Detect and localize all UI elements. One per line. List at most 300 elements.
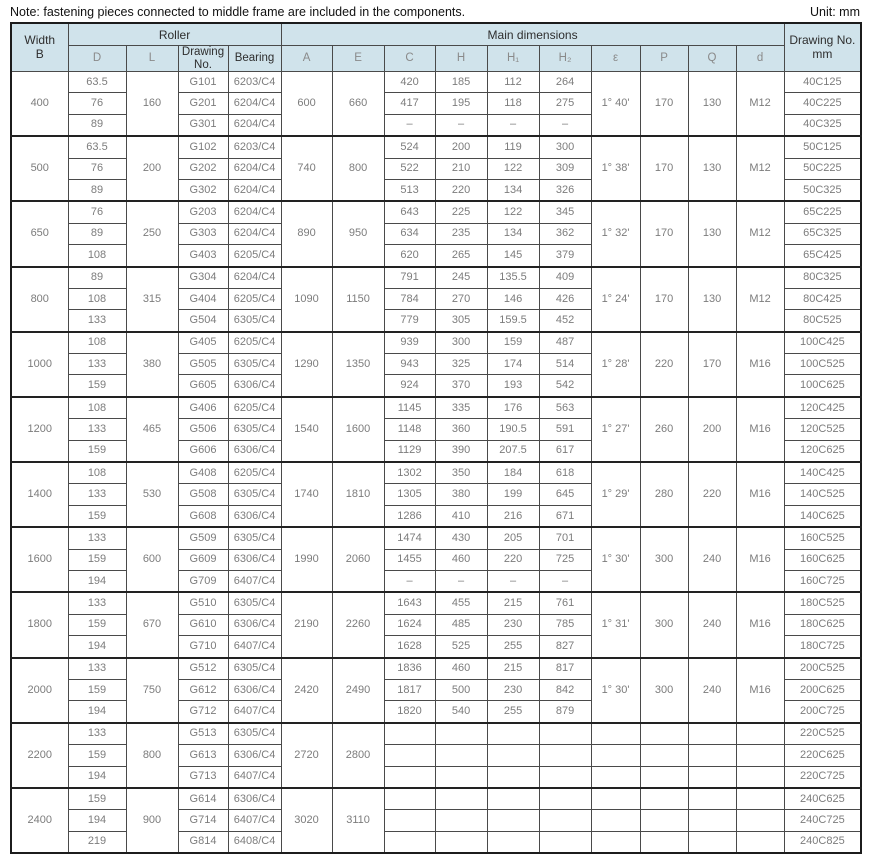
cell-h1: 176	[487, 397, 539, 419]
cell-c: 943	[384, 354, 435, 375]
cell-d-thread	[736, 745, 784, 766]
cell-e: 1810	[332, 462, 384, 527]
cell-roller-l: 800	[126, 723, 178, 788]
cell-h: 350	[435, 462, 487, 484]
cell-roller-d: 133	[68, 658, 126, 680]
note-text: Note: fastening pieces connected to middle frame are included in the components.	[10, 5, 466, 19]
cell-h: 540	[435, 701, 487, 723]
cell-h1: 199	[487, 484, 539, 505]
cell-width-b: 1200	[11, 397, 68, 462]
cell-h2: 409	[539, 267, 591, 289]
cell-q	[688, 810, 736, 831]
cell-h1: 146	[487, 288, 539, 309]
cell-roller-drawing-no: G614	[178, 788, 228, 810]
cell-h2: 785	[539, 614, 591, 635]
table-header	[11, 23, 861, 72]
cell-h1: 119	[487, 136, 539, 158]
cell-c	[384, 788, 435, 810]
cell-p	[640, 745, 688, 766]
cell-roller-d: 133	[68, 723, 126, 745]
cell-h: 300	[435, 332, 487, 354]
cell-h1: 122	[487, 158, 539, 179]
cell-e: 1150	[332, 267, 384, 332]
cell-h1: 216	[487, 505, 539, 527]
cell-epsilon: 1° 38'	[591, 136, 640, 201]
cell-drawing-no-mm: 100C525	[784, 354, 861, 375]
cell-roller-d: 76	[68, 201, 126, 223]
cell-a: 890	[281, 201, 332, 266]
cell-bearing: 6306/C4	[228, 679, 281, 700]
header-bearing: Bearing	[228, 46, 281, 72]
header-q: Q	[688, 46, 736, 72]
cell-drawing-no-mm: 40C325	[784, 114, 861, 136]
cell-drawing-no-mm: 100C625	[784, 375, 861, 397]
cell-c: 522	[384, 158, 435, 179]
header-d-thread: d	[736, 46, 784, 72]
cell-bearing: 6305/C4	[228, 658, 281, 680]
cell-bearing: 6204/C4	[228, 114, 281, 136]
cell-h: 500	[435, 679, 487, 700]
cell-c: 1836	[384, 658, 435, 680]
cell-drawing-no-mm: 200C525	[784, 658, 861, 680]
cell-drawing-no-mm: 240C725	[784, 810, 861, 831]
cell-a: 1990	[281, 527, 332, 592]
cell-c: 779	[384, 310, 435, 332]
cell-epsilon	[591, 745, 640, 766]
cell-h1: 159	[487, 332, 539, 354]
cell-c: 1286	[384, 505, 435, 527]
cell-h	[435, 745, 487, 766]
cell-p	[640, 788, 688, 810]
cell-a: 1290	[281, 332, 332, 397]
cell-drawing-no-mm: 140C625	[784, 505, 861, 527]
cell-drawing-no-mm: 180C725	[784, 636, 861, 658]
table-row	[11, 723, 861, 745]
cell-bearing: 6306/C4	[228, 440, 281, 462]
cell-h1	[487, 831, 539, 853]
header-drawing-no-mm	[784, 23, 861, 72]
cell-h	[435, 723, 487, 745]
cell-bearing: 6204/C4	[228, 158, 281, 179]
cell-roller-drawing-no: G709	[178, 570, 228, 592]
cell-drawing-no-mm: 240C625	[784, 788, 861, 810]
cell-roller-l: 315	[126, 267, 178, 332]
cell-epsilon: 1° 32'	[591, 201, 640, 266]
cell-c	[384, 723, 435, 745]
cell-drawing-no-mm: 160C525	[784, 527, 861, 549]
cell-width-b: 1000	[11, 332, 68, 397]
cell-roller-d: 159	[68, 549, 126, 570]
cell-drawing-no-mm: 120C525	[784, 419, 861, 440]
cell-h: 390	[435, 440, 487, 462]
cell-h2	[539, 831, 591, 853]
cell-p: 260	[640, 397, 688, 462]
cell-h1: 174	[487, 354, 539, 375]
cell-h2: 264	[539, 72, 591, 93]
cell-h: 430	[435, 527, 487, 549]
cell-p: 170	[640, 201, 688, 266]
cell-d-thread: M12	[736, 201, 784, 266]
cell-roller-d: 108	[68, 462, 126, 484]
unit-label: Unit: mm	[810, 5, 860, 19]
cell-roller-d: 89	[68, 179, 126, 201]
cell-d-thread: M16	[736, 332, 784, 397]
cell-p	[640, 810, 688, 831]
cell-e: 660	[332, 72, 384, 137]
cell-h2: 671	[539, 505, 591, 527]
cell-h1: 190.5	[487, 419, 539, 440]
cell-q	[688, 788, 736, 810]
cell-h1	[487, 766, 539, 788]
cell-drawing-no-mm: 200C725	[784, 701, 861, 723]
cell-width-b: 800	[11, 267, 68, 332]
header-d: D	[68, 46, 126, 72]
cell-h2: 487	[539, 332, 591, 354]
cell-bearing: 6306/C4	[228, 375, 281, 397]
cell-e: 2490	[332, 658, 384, 723]
cell-e: 1350	[332, 332, 384, 397]
cell-bearing: 6305/C4	[228, 310, 281, 332]
cell-roller-d: 89	[68, 114, 126, 136]
table-body	[11, 72, 861, 854]
cell-a: 3020	[281, 788, 332, 853]
header-main-dimensions: Main dimensions	[281, 23, 784, 46]
cell-c	[384, 810, 435, 831]
cell-roller-l: 250	[126, 201, 178, 266]
cell-bearing: 6407/C4	[228, 636, 281, 658]
cell-h1: 193	[487, 375, 539, 397]
cell-d-thread	[736, 788, 784, 810]
cell-drawing-no-mm: 240C825	[784, 831, 861, 853]
cell-roller-d: 63.5	[68, 136, 126, 158]
cell-h: 270	[435, 288, 487, 309]
cell-roller-drawing-no: G513	[178, 723, 228, 745]
cell-c: 939	[384, 332, 435, 354]
cell-d-thread	[736, 831, 784, 853]
cell-h2: 618	[539, 462, 591, 484]
cell-h2: –	[539, 570, 591, 592]
cell-h2	[539, 723, 591, 745]
cell-width-b: 500	[11, 136, 68, 201]
cell-bearing: 6205/C4	[228, 288, 281, 309]
cell-d-thread	[736, 810, 784, 831]
cell-bearing: 6203/C4	[228, 72, 281, 93]
cell-c: 1302	[384, 462, 435, 484]
cell-drawing-no-mm: 220C525	[784, 723, 861, 745]
cell-drawing-no-mm: 50C325	[784, 179, 861, 201]
cell-c: 420	[384, 72, 435, 93]
table-row	[11, 201, 861, 223]
table-row	[11, 592, 861, 614]
cell-roller-l: 750	[126, 658, 178, 723]
cell-roller-l: 530	[126, 462, 178, 527]
cell-q: 240	[688, 592, 736, 657]
cell-h	[435, 788, 487, 810]
cell-epsilon	[591, 766, 640, 788]
cell-d-thread: M12	[736, 267, 784, 332]
cell-q: 130	[688, 72, 736, 137]
cell-epsilon	[591, 788, 640, 810]
cell-c: 1474	[384, 527, 435, 549]
cell-h1	[487, 723, 539, 745]
cell-bearing: 6205/C4	[228, 397, 281, 419]
cell-h: 325	[435, 354, 487, 375]
table-row	[11, 397, 861, 419]
table-row	[11, 267, 861, 289]
cell-h: 225	[435, 201, 487, 223]
cell-h: 460	[435, 549, 487, 570]
cell-roller-drawing-no: G609	[178, 549, 228, 570]
cell-h1: 112	[487, 72, 539, 93]
cell-c: 634	[384, 223, 435, 244]
cell-roller-drawing-no: G506	[178, 419, 228, 440]
cell-h1: –	[487, 570, 539, 592]
cell-c: 791	[384, 267, 435, 289]
cell-c: 1148	[384, 419, 435, 440]
table-row	[11, 72, 861, 93]
cell-p: 170	[640, 267, 688, 332]
cell-bearing: 6203/C4	[228, 136, 281, 158]
cell-h1: 122	[487, 201, 539, 223]
cell-drawing-no-mm: 140C525	[784, 484, 861, 505]
cell-roller-l: 465	[126, 397, 178, 462]
cell-width-b: 1600	[11, 527, 68, 592]
cell-h1: 220	[487, 549, 539, 570]
cell-h: 360	[435, 419, 487, 440]
cell-h2: 563	[539, 397, 591, 419]
cell-drawing-no-mm: 80C325	[784, 267, 861, 289]
cell-c: 1145	[384, 397, 435, 419]
cell-roller-d: 89	[68, 267, 126, 289]
cell-d-thread: M12	[736, 136, 784, 201]
cell-drawing-no-mm: 140C425	[784, 462, 861, 484]
cell-bearing: 6305/C4	[228, 527, 281, 549]
cell-c: –	[384, 570, 435, 592]
cell-width-b: 650	[11, 201, 68, 266]
cell-bearing: 6407/C4	[228, 810, 281, 831]
cell-h1: 118	[487, 93, 539, 114]
cell-h1: 134	[487, 179, 539, 201]
cell-roller-d: 89	[68, 223, 126, 244]
cell-roller-d: 108	[68, 245, 126, 267]
cell-drawing-no-mm: 180C625	[784, 614, 861, 635]
cell-p: 220	[640, 332, 688, 397]
table-row	[11, 332, 861, 354]
cell-h: 200	[435, 136, 487, 158]
cell-c: 417	[384, 93, 435, 114]
cell-h	[435, 810, 487, 831]
header-drawing-no-line2: mm	[812, 46, 833, 61]
cell-h1: –	[487, 114, 539, 136]
cell-roller-d: 108	[68, 332, 126, 354]
header-roller-drawing-no: Drawing No.	[178, 46, 228, 72]
cell-drawing-no-mm: 40C125	[784, 72, 861, 93]
cell-h2: 345	[539, 201, 591, 223]
cell-epsilon	[591, 831, 640, 853]
cell-c: 524	[384, 136, 435, 158]
cell-roller-drawing-no: G101	[178, 72, 228, 93]
cell-roller-d: 63.5	[68, 72, 126, 93]
cell-h2: 817	[539, 658, 591, 680]
cell-h2: 725	[539, 549, 591, 570]
cell-h: 460	[435, 658, 487, 680]
cell-epsilon: 1° 28'	[591, 332, 640, 397]
dimensions-table	[10, 22, 862, 854]
cell-bearing: 6306/C4	[228, 614, 281, 635]
cell-drawing-no-mm: 65C225	[784, 201, 861, 223]
cell-roller-drawing-no: G405	[178, 332, 228, 354]
cell-width-b: 400	[11, 72, 68, 137]
cell-h1: 145	[487, 245, 539, 267]
cell-roller-drawing-no: G612	[178, 679, 228, 700]
cell-h1: 255	[487, 636, 539, 658]
header-h: H	[435, 46, 487, 72]
cell-h2: 426	[539, 288, 591, 309]
cell-roller-d: 219	[68, 831, 126, 853]
cell-drawing-no-mm: 220C725	[784, 766, 861, 788]
cell-roller-drawing-no: G605	[178, 375, 228, 397]
cell-p: 300	[640, 658, 688, 723]
cell-q: 130	[688, 201, 736, 266]
cell-roller-d: 159	[68, 375, 126, 397]
cell-h2: 879	[539, 701, 591, 723]
cell-h2: 645	[539, 484, 591, 505]
cell-roller-drawing-no: G304	[178, 267, 228, 289]
cell-q: 170	[688, 332, 736, 397]
cell-d-thread: M16	[736, 658, 784, 723]
cell-roller-d: 159	[68, 788, 126, 810]
cell-a: 2190	[281, 592, 332, 657]
cell-epsilon: 1° 30'	[591, 527, 640, 592]
cell-h: 305	[435, 310, 487, 332]
cell-e: 2800	[332, 723, 384, 788]
cell-h1: 255	[487, 701, 539, 723]
cell-width-b: 1800	[11, 592, 68, 657]
cell-h: 210	[435, 158, 487, 179]
cell-d-thread	[736, 723, 784, 745]
cell-q: 240	[688, 527, 736, 592]
cell-h1: 230	[487, 614, 539, 635]
table-row	[11, 527, 861, 549]
cell-width-b: 1400	[11, 462, 68, 527]
cell-roller-d: 108	[68, 397, 126, 419]
cell-roller-d: 194	[68, 766, 126, 788]
cell-roller-l: 200	[126, 136, 178, 201]
cell-h: 410	[435, 505, 487, 527]
cell-roller-d: 133	[68, 484, 126, 505]
cell-roller-drawing-no: G613	[178, 745, 228, 766]
cell-p: 170	[640, 72, 688, 137]
cell-bearing: 6305/C4	[228, 723, 281, 745]
cell-d-thread: M16	[736, 397, 784, 462]
cell-h: 185	[435, 72, 487, 93]
cell-h: –	[435, 114, 487, 136]
cell-width-b: 2400	[11, 788, 68, 853]
cell-epsilon: 1° 27'	[591, 397, 640, 462]
cell-h2: 827	[539, 636, 591, 658]
top-bar	[0, 0, 870, 22]
cell-bearing: 6305/C4	[228, 592, 281, 614]
cell-drawing-no-mm: 80C425	[784, 288, 861, 309]
cell-roller-d: 159	[68, 440, 126, 462]
cell-roller-drawing-no: G505	[178, 354, 228, 375]
cell-roller-l: 160	[126, 72, 178, 137]
cell-d-thread: M16	[736, 462, 784, 527]
cell-roller-d: 76	[68, 93, 126, 114]
cell-h1	[487, 810, 539, 831]
cell-bearing: 6204/C4	[228, 201, 281, 223]
cell-a: 1740	[281, 462, 332, 527]
cell-p	[640, 766, 688, 788]
cell-roller-drawing-no: G814	[178, 831, 228, 853]
cell-drawing-no-mm: 160C725	[784, 570, 861, 592]
cell-p: 300	[640, 592, 688, 657]
cell-roller-l: 900	[126, 788, 178, 853]
cell-roller-l: 670	[126, 592, 178, 657]
cell-roller-drawing-no: G406	[178, 397, 228, 419]
cell-roller-drawing-no: G202	[178, 158, 228, 179]
cell-roller-d: 194	[68, 810, 126, 831]
cell-h2: 514	[539, 354, 591, 375]
cell-roller-l: 380	[126, 332, 178, 397]
cell-h2	[539, 788, 591, 810]
cell-h2: 701	[539, 527, 591, 549]
cell-q	[688, 723, 736, 745]
cell-bearing: 6204/C4	[228, 267, 281, 289]
cell-width-b: 2000	[11, 658, 68, 723]
cell-roller-d: 194	[68, 570, 126, 592]
cell-bearing: 6306/C4	[228, 549, 281, 570]
cell-drawing-no-mm: 40C225	[784, 93, 861, 114]
cell-roller-drawing-no: G509	[178, 527, 228, 549]
header-c: C	[384, 46, 435, 72]
cell-roller-drawing-no: G508	[178, 484, 228, 505]
cell-roller-drawing-no: G301	[178, 114, 228, 136]
cell-drawing-no-mm: 80C525	[784, 310, 861, 332]
cell-a: 1090	[281, 267, 332, 332]
cell-h1: 205	[487, 527, 539, 549]
cell-roller-d: 194	[68, 701, 126, 723]
cell-roller-drawing-no: G606	[178, 440, 228, 462]
cell-epsilon	[591, 723, 640, 745]
cell-bearing: 6306/C4	[228, 788, 281, 810]
cell-roller-drawing-no: G303	[178, 223, 228, 244]
cell-drawing-no-mm: 50C225	[784, 158, 861, 179]
cell-c	[384, 766, 435, 788]
cell-h: 485	[435, 614, 487, 635]
cell-d-thread: M16	[736, 527, 784, 592]
cell-epsilon: 1° 40'	[591, 72, 640, 137]
cell-p: 300	[640, 527, 688, 592]
table-row	[11, 136, 861, 158]
cell-roller-d: 133	[68, 419, 126, 440]
cell-h: 525	[435, 636, 487, 658]
cell-c: 784	[384, 288, 435, 309]
header-epsilon: ε	[591, 46, 640, 72]
cell-bearing: 6306/C4	[228, 745, 281, 766]
cell-roller-drawing-no: G203	[178, 201, 228, 223]
cell-roller-d: 159	[68, 745, 126, 766]
cell-h: 455	[435, 592, 487, 614]
cell-roller-d: 159	[68, 614, 126, 635]
cell-epsilon: 1° 24'	[591, 267, 640, 332]
cell-e: 2260	[332, 592, 384, 657]
table-row	[11, 658, 861, 680]
cell-h2	[539, 745, 591, 766]
cell-h2: 842	[539, 679, 591, 700]
cell-roller-d: 133	[68, 354, 126, 375]
cell-h: 380	[435, 484, 487, 505]
